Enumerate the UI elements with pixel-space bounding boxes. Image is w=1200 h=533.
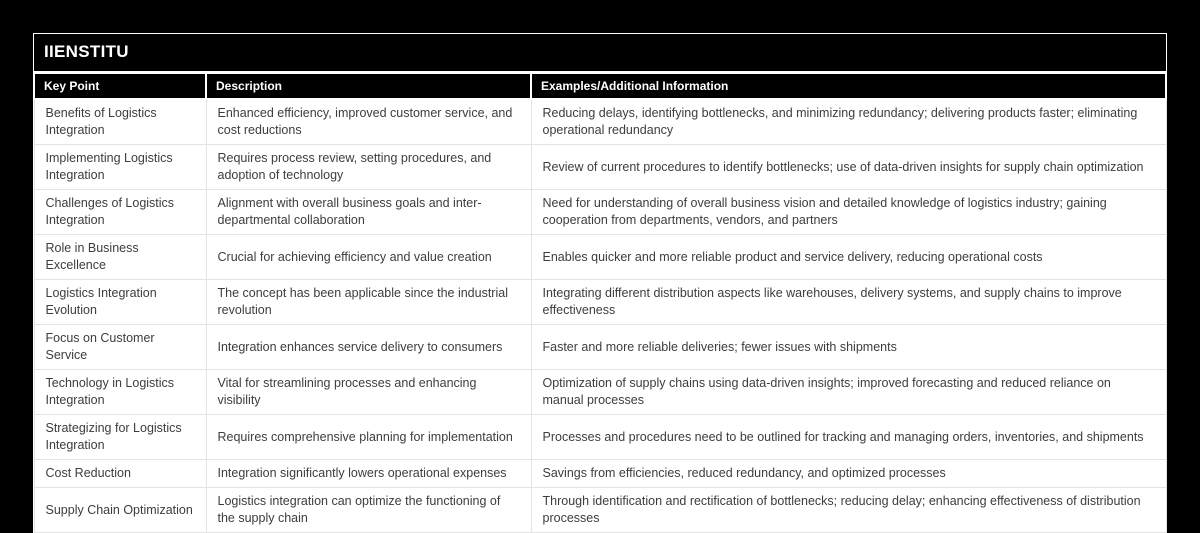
cell-examples: Processes and procedures need to be outlined for tracking and managing orders, inventories, and shipments	[531, 415, 1166, 460]
cell-key-point: Cost Reduction	[34, 460, 206, 488]
cell-key-point: Focus on Customer Service	[34, 325, 206, 370]
table-row	[34, 325, 1166, 370]
cell-examples: Review of current procedures to identify bottlenecks; use of data-driven insights for supply chain optimization	[531, 145, 1166, 190]
cell-key-point: Role in Business Excellence	[34, 235, 206, 280]
cell-key-point: Implementing Logistics Integration	[34, 145, 206, 190]
cell-description: Requires process review, setting procedures, and adoption of technology	[206, 145, 531, 190]
logistics-table-card	[33, 33, 1167, 533]
cell-key-point: Benefits of Logistics Integration	[34, 99, 206, 145]
cell-key-point: Strategizing for Logistics Integration	[34, 415, 206, 460]
cell-description: Integration significantly lowers operational expenses	[206, 460, 531, 488]
cell-examples: Integrating different distribution aspects like warehouses, delivery systems, and supply chains to improve effectiveness	[531, 280, 1166, 325]
cell-key-point: Supply Chain Optimization	[34, 488, 206, 533]
brand-title-bar	[33, 33, 1167, 72]
cell-key-point: Technology in Logistics Integration	[34, 370, 206, 415]
table-row	[34, 460, 1166, 488]
cell-key-point: Logistics Integration Evolution	[34, 280, 206, 325]
table-row	[34, 280, 1166, 325]
table-row	[34, 99, 1166, 145]
column-header-description: Description	[206, 73, 531, 99]
cell-examples: Faster and more reliable deliveries; fewer issues with shipments	[531, 325, 1166, 370]
cell-examples: Need for understanding of overall business vision and detailed knowledge of logistics industry; gaining cooperation from departments, vendors, and partners	[531, 190, 1166, 235]
table-header	[34, 73, 1166, 99]
table-row	[34, 488, 1166, 533]
header-row	[34, 73, 1166, 99]
cell-description: Crucial for achieving efficiency and value creation	[206, 235, 531, 280]
cell-description: Requires comprehensive planning for implementation	[206, 415, 531, 460]
brand-title: IIENSTITU	[44, 42, 129, 61]
cell-examples: Savings from efficiencies, reduced redundancy, and optimized processes	[531, 460, 1166, 488]
cell-description: Vital for streamlining processes and enhancing visibility	[206, 370, 531, 415]
column-header-key-point: Key Point	[34, 73, 206, 99]
table-row	[34, 190, 1166, 235]
cell-key-point: Challenges of Logistics Integration	[34, 190, 206, 235]
cell-description: The concept has been applicable since the industrial revolution	[206, 280, 531, 325]
cell-description: Integration enhances service delivery to consumers	[206, 325, 531, 370]
column-header-examples: Examples/Additional Information	[531, 73, 1166, 99]
table-row	[34, 145, 1166, 190]
cell-description: Alignment with overall business goals and inter-departmental collaboration	[206, 190, 531, 235]
cell-examples: Enables quicker and more reliable product and service delivery, reducing operational costs	[531, 235, 1166, 280]
cell-description: Enhanced efficiency, improved customer service, and cost reductions	[206, 99, 531, 145]
table-row	[34, 370, 1166, 415]
table-body	[34, 99, 1166, 533]
logistics-table	[33, 72, 1167, 533]
table-row	[34, 235, 1166, 280]
cell-examples: Through identification and rectification of bottlenecks; reducing delay; enhancing effectiveness of distribution processes	[531, 488, 1166, 533]
table-row	[34, 415, 1166, 460]
cell-description: Logistics integration can optimize the functioning of the supply chain	[206, 488, 531, 533]
cell-examples: Reducing delays, identifying bottlenecks, and minimizing redundancy; delivering products faster; eliminating operational redundancy	[531, 99, 1166, 145]
cell-examples: Optimization of supply chains using data-driven insights; improved forecasting and reduced reliance on manual processes	[531, 370, 1166, 415]
